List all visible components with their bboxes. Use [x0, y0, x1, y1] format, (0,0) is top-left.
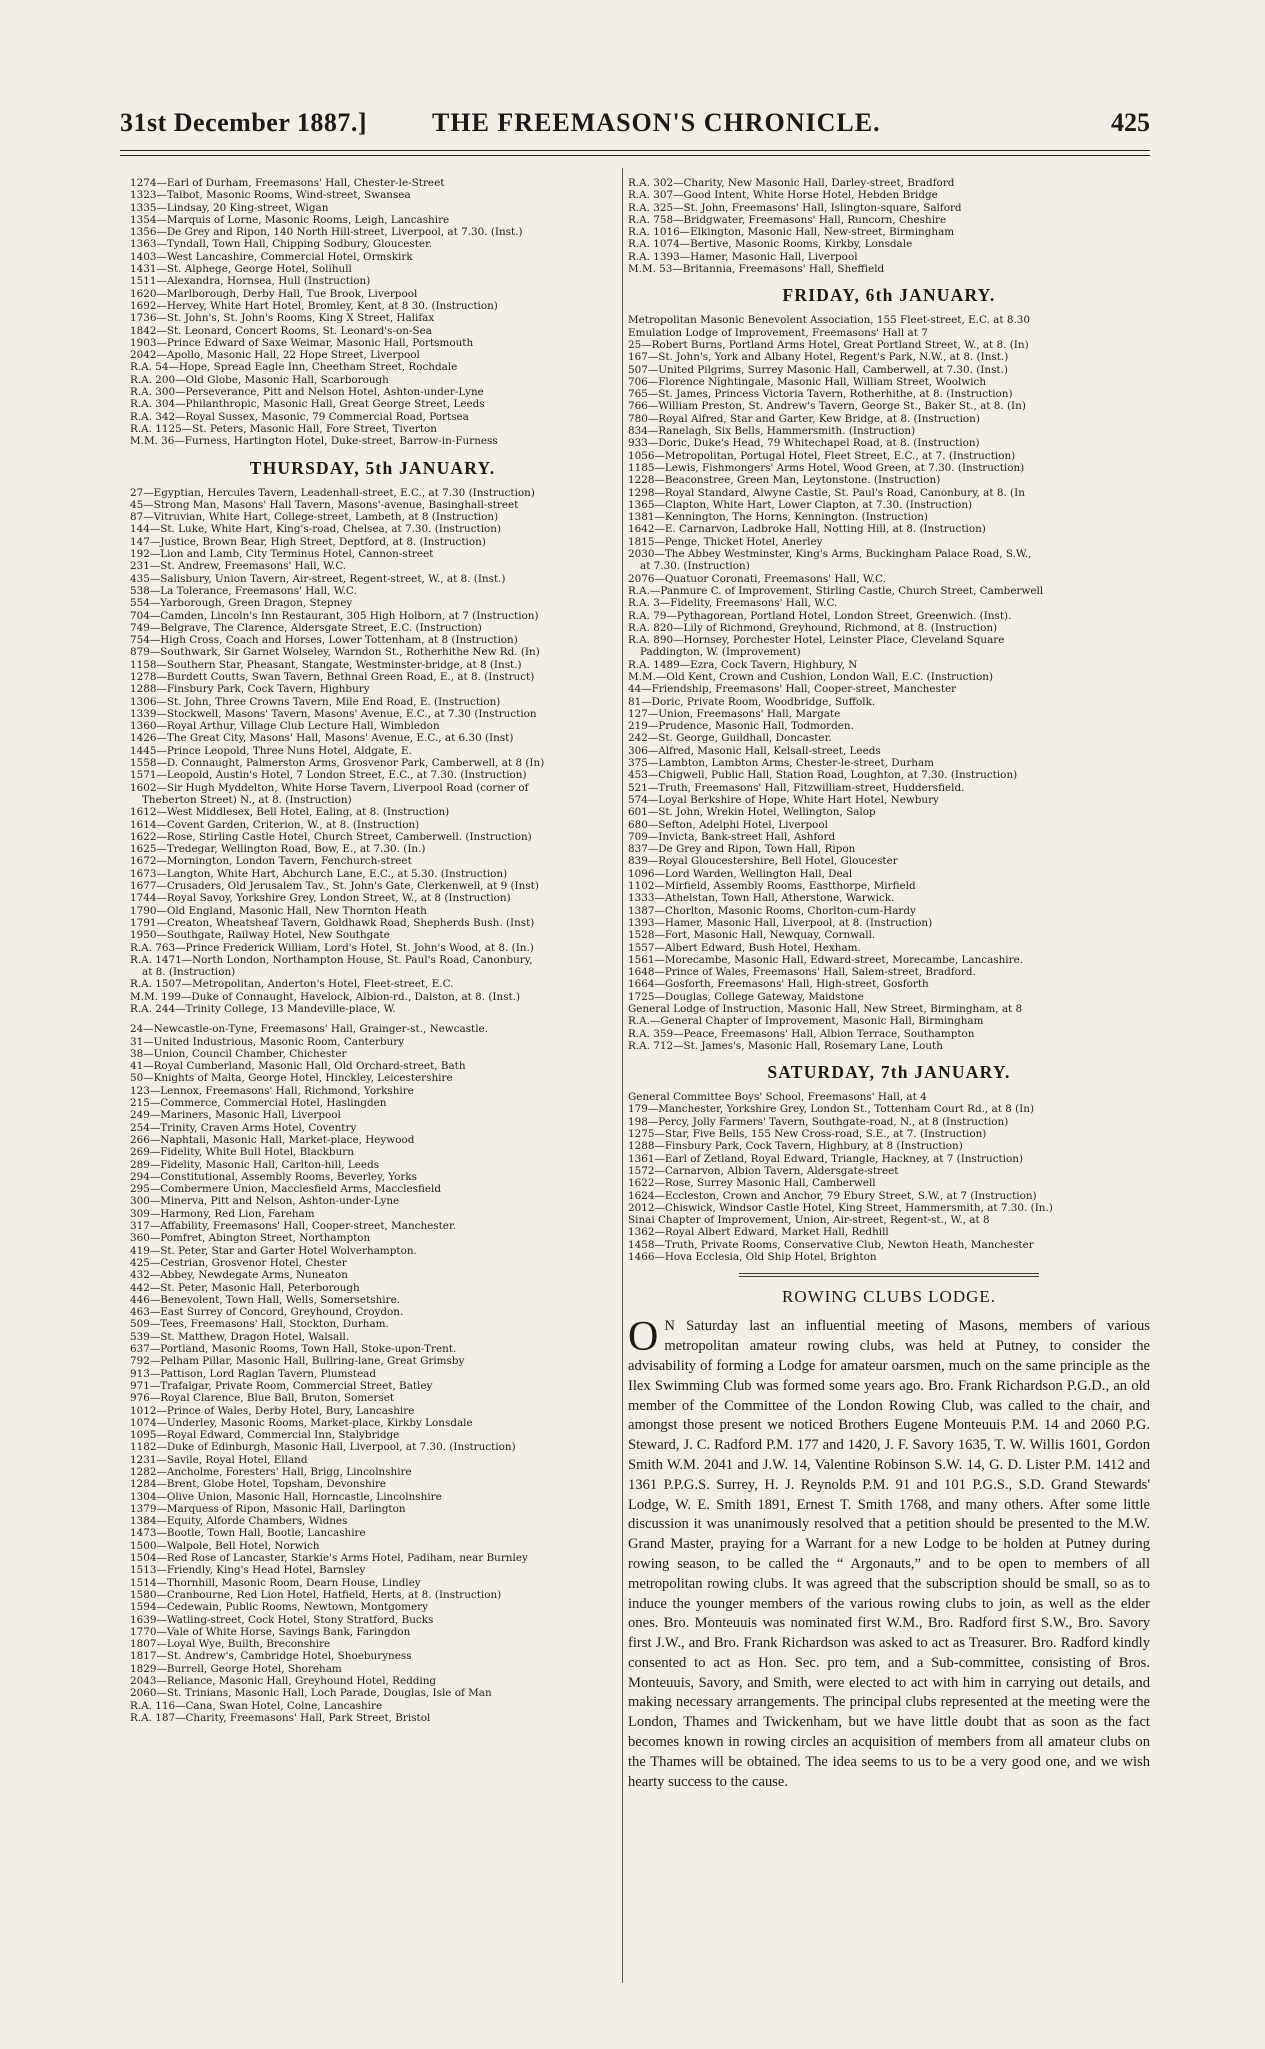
friday-heading: FRIDAY, 6th JANUARY.	[782, 285, 996, 306]
column-divider	[622, 168, 623, 1983]
lodge-entry: 1791—Creaton, Wheatsheaf Tavern, Goldhawk Road, Shepherds Bush. (Inst)	[130, 916, 535, 929]
lodge-entry: 1284—Brent, Globe Hotel, Topsham, Devonshire	[130, 1478, 387, 1491]
lodge-entry: R.A. 758—Bridgwater, Freemasons' Hall, Runcorn, Cheshire	[628, 213, 947, 226]
lodge-entry: 1829—Burrell, George Hotel, Shoreham	[130, 1662, 342, 1675]
article-body	[628, 1314, 1150, 1792]
lodge-entry: 45—Strong Man, Masons' Hall Tavern, Masons'-avenue, Basinghall-street	[130, 498, 519, 511]
lodge-entry: 834—Ranelagh, Six Bells, Hammersmith. (Instruction)	[628, 425, 916, 438]
lodge-entry: 1012—Prince of Wales, Derby Hotel, Bury, Lancashire	[130, 1404, 415, 1417]
lodge-entry: 1612—West Middlesex, Bell Hotel, Ealing, at 8. (Instruction)	[130, 806, 450, 819]
lodge-entry: 1614—Covent Garden, Criterion, W., at 8. (Instruction)	[130, 818, 420, 831]
right-column	[628, 177, 1150, 1987]
lodge-entry: R.A. 325—St. John, Freemasons' Hall, Islington-square, Salford	[628, 201, 962, 214]
lodge-entry: 1725—Douglas, College Gateway, Maidstone	[628, 990, 864, 1003]
lodge-entry: 1096—Lord Warden, Wellington Hall, Deal	[628, 867, 853, 880]
lodge-entry: R.A. 763—Prince Frederick William, Lord's Hotel, St. John's Wood, at 8. (In.)	[130, 941, 534, 954]
lodge-entry: General Committee Boys' School, Freemasons' Hall, at 4	[628, 1091, 927, 1104]
lodge-entry: 754—High Cross, Coach and Horses, Lower Tottenham, at 8 (Instruction)	[130, 634, 518, 647]
lodge-entry: R.A. 342—Royal Sussex, Masonic, 79 Commercial Road, Portsea	[130, 410, 469, 423]
lodge-entry: 289—Fidelity, Masonic Hall, Carlton-hill, Leeds	[130, 1158, 380, 1171]
lodge-list-thursday	[130, 487, 615, 1725]
lodge-entry: 1288—Finsbury Park, Cock Tavern, Highbury	[130, 683, 370, 696]
lodge-entry: M.M. 53—Britannia, Freemasons' Hall, Sheffield	[628, 263, 885, 276]
lodge-entry: R.A. 244—Trinity College, 13 Mandeville-place, W.	[130, 1003, 396, 1015]
lodge-entry: Paddington, W. (Improvement)	[640, 646, 801, 659]
lodge-entry: 1673—Langton, White Hart, Abchurch Lane, E.C., at 5.30. (Instruction)	[130, 867, 508, 880]
lodge-entry: 1361—Earl of Zetland, Royal Edward, Triangle, Hackney, at 7 (Instruction)	[628, 1152, 1024, 1165]
lodge-entry: M.M. 199—Duke of Connaught, Havelock, Albion-rd., Dalston, at 8. (Inst.)	[130, 990, 521, 1003]
lodge-entry: 1807—Loyal Wye, Builth, Breconshire	[130, 1638, 331, 1651]
lodge-entry: 266—Naphtali, Masonic Hall, Market-place, Heywood	[130, 1133, 415, 1146]
lodge-entry: 309—Harmony, Red Lion, Fareham	[130, 1207, 315, 1220]
lodge-entry: 1511—Alexandra, Hornsea, Hull (Instruction)	[130, 275, 371, 288]
lodge-entry: R.A. 712—St. James's, Masonic Hall, Rosemary Lane, Louth	[628, 1039, 943, 1052]
lodge-entry: 1594—Cedewain, Public Rooms, Newtown, Montgomery	[130, 1601, 428, 1614]
lodge-entry: 1381—Kennington, The Horns, Kennington. (Instruction)	[628, 511, 928, 524]
lodge-entry: 971—Trafalgar, Private Room, Commercial Street, Batley	[130, 1379, 433, 1392]
lodge-entry: R.A. 1489—Ezra, Cock Tavern, Highbury, N	[628, 658, 858, 671]
lodge-entry: 1561—Morecambe, Masonic Hall, Edward-street, Morecambe, Lancashire.	[628, 953, 1024, 966]
lodge-entry: 837—De Grey and Ripon, Town Hall, Ripon	[628, 843, 856, 856]
lodge-entry: R.A. 1016—Elkington, Masonic Hall, New-street, Birmingham	[628, 226, 955, 239]
lodge-entry: 25—Robert Burns, Portland Arms Hotel, Great Portland Street, W., at 8. (In)	[628, 338, 1029, 351]
lodge-entry: 1426—The Great City, Masons' Hall, Masons' Avenue, E.C., at 6.30 (Inst)	[130, 732, 514, 745]
header-rule-thin	[120, 155, 1150, 156]
lodge-entry: 1282—Ancholme, Foresters' Hall, Brigg, Lincolnshire	[130, 1465, 412, 1478]
lodge-entry: R.A. 116—Cana, Swan Hotel, Colne, Lancashire	[130, 1699, 383, 1712]
lodge-entry: 680—Sefton, Adelphi Hotel, Liverpool	[628, 818, 828, 831]
article-text: N Saturday last an influential meeting of Masons, members of various metropolitan amateur rowing clubs, was held at Putney, to consider the advisability of forming a Lodge for amateur oarsmen, much on the same principle as the Ilex Swimming Club was formed some years ago. Bro. Frank Richardson P.G.D., an old member of the Committee of the London Rowing Club, was called to the chair, and amongst those present we noticed Brothers Eugene Monteuuis P.M. 14 and 2060 P.G. Steward, J. C. Radford P.M. 177 and 1420, J. F. Savory 1635, T. W. Willis 1601, Gordon Smith W.M. 2041 and J.W. 14, Valentine Robinson S.W. 14, G. D. Lister P.M. 1412 and 1361 P.P.G.S. Surrey, H. J. Reynolds P.M. 91 and 101 P.G.S., S.D. Grand Stewards' Lodge, W. E. Smith 1891, Ernest T. Smith 1768, and many others. After some little discussion it was unanimously resolved that a petition should be presented to the M.W. Grand Master, praying for a Warrant for a new Lodge to be holden at Putney during rowing season, to be called the “ Argonauts,” and to be open to members of all metropolitan rowing clubs. It was agreed that the subscription should be small, so as to induce the younger members of the various rowing clubs to join, as well as the elder ones. Bro. Monteuuis was nominated first W.M., Bro. Radford first S.W., Bro. Savory first J.W., and Bro. Frank Richardson was asked to act as Treasurer. Bro. Radford kindly consented to act as Hon. Sec. pro tem, and a Sub-committee, consisting of Bros. Monteuuis, Savory, and Smith, were elected to act with him in carrying out details, and making necessary arrangements. The principal clubs represented at the meeting were the London, Thames and Twickenham, but we have little doubt that as soon as the fact becomes known in rowing circles an acquisition of members from all amateur clubs on the Thames will be obtained. The idea seems to us to be a very good one, and we wish hearty success to the cause.	[628, 1318, 1150, 1790]
lodge-entry: 147—Justice, Brown Bear, High Street, Deptford, at 8. (Instruction)	[130, 535, 486, 548]
publication-title: THE FREEMASON'S CHRONICLE.	[432, 108, 881, 137]
lodge-entry: 1557—Albert Edward, Bush Hotel, Hexham.	[628, 941, 861, 954]
section-rule	[739, 1273, 1039, 1277]
lodge-entry: 215—Commerce, Commercial Hotel, Haslingden	[130, 1097, 387, 1110]
page-number: 425	[1111, 108, 1150, 137]
lodge-entry: 1672—Mornington, London Tavern, Fenchurch-street	[130, 855, 412, 868]
lodge-entry: 1304—Olive Union, Masonic Hall, Horncastle, Lincolnshire	[130, 1490, 442, 1503]
lodge-entry: 1458—Truth, Private Rooms, Conservative Club, Newton Heath, Manchester	[628, 1238, 1034, 1251]
lodge-entry: 123—Lennox, Freemasons' Hall, Richmond, Yorkshire	[130, 1084, 414, 1097]
lodge-entry: 1642—E. Carnarvon, Ladbroke Hall, Notting Hill, at 8. (Instruction)	[628, 523, 986, 536]
lodge-entry: 198—Percy, Jolly Farmers' Tavern, Southgate-road, N., at 8 (Instruction)	[628, 1115, 1009, 1128]
lodge-entry: 1306—St. John, Three Crowns Tavern, Mile End Road, E. (Instruction)	[130, 695, 501, 708]
lodge-entry: 1622—Rose, Surrey Masonic Hall, Camberwell	[628, 1177, 876, 1190]
lodge-entry: 2076—Quatuor Coronati, Freemasons' Hall, W.C.	[628, 572, 886, 585]
lodge-entry: 601—St. John, Wrekin Hotel, Wellington, Salop	[628, 806, 876, 819]
lodge-entry: 507—United Pilgrims, Surrey Masonic Hall, Camberwell, at 7.30. (Inst.)	[628, 363, 1008, 376]
lodge-entry: 1231—Savile, Royal Hotel, Elland	[130, 1453, 308, 1466]
lodge-entry: 1275—Star, Five Bells, 155 New Cross-road, S.E., at 7. (Instruction)	[628, 1128, 987, 1141]
lodge-entry: 463—East Surrey of Concord, Greyhound, Croydon.	[130, 1306, 404, 1319]
lodge-entry: 1228—Beaconstree, Green Man, Leytonstone. (Instruction)	[628, 474, 941, 487]
lodge-entry: R.A. 1507—Metropolitan, Anderton's Hotel, Fleet-street, E.C.	[130, 978, 454, 991]
lodge-entry: 879—Southwark, Sir Garnet Wolseley, Warndon St., Rotherhithe New Rd. (In)	[130, 646, 540, 659]
lodge-entry: 317—Affability, Freemasons' Hall, Cooper-street, Manchester.	[130, 1220, 457, 1233]
lodge-entry: R.A. 79—Pythagorean, Portland Hotel, London Street, Greenwich. (Inst).	[628, 609, 1012, 622]
lodge-entry: 1102—Mirfield, Assembly Rooms, Eastthorpe, Mirfield	[628, 880, 916, 893]
lodge-entry: 1182—Duke of Edinburgh, Masonic Hall, Liverpool, at 7.30. (Instruction)	[130, 1441, 516, 1454]
lodge-entry: 1298—Royal Standard, Alwyne Castle, St. Paul's Road, Canonbury, at 8. (In	[628, 486, 1025, 499]
lodge-entry: 2030—The Abbey Westminster, King's Arms, Buckingham Palace Road, S.W.,	[628, 548, 1032, 561]
lodge-entry: 1379—Marquess of Ripon, Masonic Hall, Darlington	[130, 1502, 406, 1515]
page-header	[120, 108, 1150, 144]
lodge-entry: 1360—Royal Arthur, Village Club Lecture Hall, Wimbledon	[130, 720, 440, 733]
lodge-entry: 425—Cestrian, Grosvenor Hotel, Chester	[130, 1256, 347, 1269]
lodge-entry: 1513—Friendly, King's Head Hotel, Barnsley	[130, 1564, 366, 1577]
lodge-entry: 1790—Old England, Masonic Hall, New Thornton Heath	[130, 904, 427, 917]
lodge-entry: 539—St. Matthew, Dragon Hotel, Walsall.	[130, 1330, 350, 1343]
lodge-entry: 749—Belgrave, The Clarence, Aldersgate Street, E.C. (Instruction)	[130, 621, 482, 634]
lodge-entry: 1648—Prince of Wales, Freemasons' Hall, Salem-street, Bradford.	[628, 966, 976, 979]
lodge-entry: 31—United Industrious, Masonic Room, Canterbury	[130, 1035, 405, 1048]
lodge-entry: 24—Newcastle-on-Tyne, Freemasons' Hall, Grainger-st., Newcastle.	[130, 1023, 488, 1036]
lodge-entry: 704—Camden, Lincoln's Inn Restaurant, 305 High Holborn, at 7 (Instruction)	[130, 609, 539, 622]
lodge-entry: R.A. 200—Old Globe, Masonic Hall, Scarborough	[130, 373, 389, 386]
lodge-entry: 1333—Athelstan, Town Hall, Atherstone, Warwick.	[628, 892, 895, 905]
lodge-entry: 780—Royal Alfred, Star and Garter, Kew Bridge, at 8. (Instruction)	[628, 412, 980, 425]
lodge-entry: 1625—Tredegar, Wellington Road, Bow, E., at 7.30. (In.)	[130, 843, 426, 856]
lodge-entry: R.A. 1074—Bertive, Masonic Rooms, Kirkby, Lonsdale	[628, 238, 913, 251]
lodge-entry: General Lodge of Instruction, Masonic Hall, New Street, Birmingham, at 8	[628, 1003, 1023, 1015]
lodge-entry: 1580—Cranbourne, Red Lion Hotel, Hatfield, Herts, at 8. (Instruction)	[130, 1588, 502, 1601]
lodge-entry: 1514—Thornhill, Masonic Room, Dearn House, Lindley	[130, 1576, 421, 1589]
lodge-entry: 2042—Apollo, Masonic Hall, 22 Hope Street, Liverpool	[130, 349, 420, 362]
lodge-entry: 300—Minerva, Pitt and Nelson, Ashton-under-Lyne	[130, 1195, 400, 1208]
lodge-entry: M.M. 36—Furness, Hartington Hotel, Duke-street, Barrow-in-Furness	[130, 435, 498, 448]
lodge-entry: R.A. 307—Good Intent, White Horse Hotel, Hebden Bridge	[628, 189, 938, 202]
lodge-entry: 192—Lion and Lamb, City Terminus Hotel, Cannon-street	[130, 548, 434, 561]
lodge-entry: 375—Lambton, Lambton Arms, Chester-le-street, Durham	[628, 757, 935, 770]
lodge-entry: R.A. 1393—Hamer, Masonic Hall, Liverpool	[628, 250, 858, 263]
lodge-entry: 1339—Stockwell, Masons' Tavern, Masons' Avenue, E.C., at 7.30 (Instruction	[130, 707, 537, 720]
lodge-entry: 1504—Red Rose of Lancaster, Starkie's Arms Hotel, Padiham, near Burnley	[130, 1552, 528, 1565]
lodge-entry: 1362—Royal Albert Edward, Market Hall, Redhill	[628, 1226, 889, 1239]
lodge-entry: 1572—Carnarvon, Albion Tavern, Aldersgate-street	[628, 1164, 899, 1177]
lodge-entry: 1624—Eccleston, Crown and Anchor, 79 Ebury Street, S.W., at 7 (Instruction)	[628, 1189, 1037, 1202]
lodge-entry: Metropolitan Masonic Benevolent Association, 155 Fleet-street, E.C. at 8.30	[628, 314, 1030, 327]
lodge-entry: 976—Royal Clarence, Blue Ball, Bruton, Somerset	[130, 1392, 395, 1405]
lodge-entry: 81—Doric, Private Room, Woodbridge, Suffolk.	[628, 695, 876, 708]
lodge-entry: R.A. 1125—St. Peters, Masonic Hall, Fore Street, Tiverton	[130, 422, 437, 435]
list-gap	[130, 1015, 615, 1023]
lodge-entry: 2043—Reliance, Masonic Hall, Greyhound Hotel, Redding	[130, 1675, 437, 1688]
lodge-entry: 1095—Royal Edward, Commercial Inn, Stalybridge	[130, 1429, 400, 1442]
lodge-entry: R.A. 304—Philanthropic, Masonic Hall, Great George Street, Leeds	[130, 398, 485, 411]
lodge-entry: 709—Invicta, Bank-street Hall, Ashford	[628, 830, 836, 843]
lodge-entry: 249—Mariners, Masonic Hall, Liverpool	[130, 1109, 341, 1122]
lodge-entry: 1056—Metropolitan, Portugal Hotel, Fleet Street, E.C., at 7. (Instruction)	[628, 449, 1016, 462]
lodge-entry: R.A. 820—Lily of Richmond, Greyhound, Richmond, at 8. (Instruction)	[628, 621, 998, 634]
lodge-entry: R.A. 54—Hope, Spread Eagle Inn, Cheetham Street, Rochdale	[130, 361, 458, 374]
lodge-entry: R.A. 1471—North London, Northampton House, St. Paul's Road, Canonbury,	[130, 953, 533, 966]
left-column	[130, 177, 615, 1987]
article-heading: ROWING CLUBS LODGE.	[781, 1287, 997, 1307]
lodge-entry: 179—Manchester, Yorkshire Grey, London St., Tottenham Court Rd., at 8 (In)	[628, 1103, 1035, 1116]
lodge-entry: 1571—Leopold, Austin's Hotel, 7 London Street, E.C., at 7.30. (Instruction)	[130, 769, 527, 782]
lodge-entry: R.A. 302—Charity, New Masonic Hall, Darley-street, Bradford	[628, 177, 955, 189]
lodge-entry: 1744—Royal Savoy, Yorkshire Grey, London Street, W., at 8 (Instruction)	[130, 892, 511, 905]
lodge-entry: 574—Loyal Berkshire of Hope, White Hart Hotel, Newbury	[628, 793, 939, 806]
lodge-entry: 1354—Marquis of Lorne, Masonic Rooms, Leigh, Lancashire	[130, 213, 450, 226]
lodge-entry: 1815—Penge, Thicket Hotel, Anerley	[628, 535, 823, 548]
lodge-entry: 219—Prudence, Masonic Hall, Todmorden.	[628, 720, 854, 733]
lodge-entry: 1393—Hamer, Masonic Hall, Liverpool, at 8. (Instruction)	[628, 916, 933, 929]
lodge-entry: at 7.30. (Instruction)	[640, 560, 750, 573]
thursday-heading: THURSDAY, 5th JANUARY.	[249, 457, 496, 478]
lodge-entry: 294—Constitutional, Assembly Rooms, Beverley, Yorks	[130, 1170, 417, 1183]
lodge-entry: 1950—Southgate, Railway Hotel, New Southgate	[130, 929, 390, 942]
lodge-entry: 254—Trinity, Craven Arms Hotel, Coventry	[130, 1121, 357, 1134]
lodge-entry: 1403—West Lancashire, Commercial Hotel, Ormskirk	[130, 250, 413, 263]
lodge-entry: 1363—Tyndall, Town Hall, Chipping Sodbury, Gloucester.	[130, 238, 433, 251]
lodge-entry: 1445—Prince Leopold, Three Nuns Hotel, Aldgate, E.	[130, 744, 412, 757]
lodge-entry: 269—Fidelity, White Bull Hotel, Blackburn	[130, 1146, 354, 1159]
lodge-list-wednesday-continued	[130, 177, 615, 448]
lodge-entry: 1817—St. Andrew's, Cambridge Hotel, Shoeburyness	[130, 1650, 412, 1663]
lodge-entry: 521—Truth, Freemasons' Hall, Fitzwilliam-street, Huddersfield.	[628, 781, 965, 794]
lodge-entry: 1288—Finsbury Park, Cock Tavern, Highbury, at 8 (Instruction)	[628, 1140, 963, 1153]
lodge-entry: 38—Union, Council Chamber, Chichester	[130, 1047, 347, 1060]
lodge-entry: 1558—D. Connaught, Palmerston Arms, Grosvenor Park, Camberwell, at 8 (In)	[130, 757, 545, 770]
lodge-entry: 360—Pomfret, Abington Street, Northampton	[130, 1232, 371, 1245]
lodge-entry: R.A.—Panmure C. of Improvement, Stirling Castle, Church Street, Camberwell	[628, 584, 1044, 597]
lodge-entry: 453—Chigwell, Public Hall, Station Road, Loughton, at 7.30. (Instruction)	[628, 769, 1018, 782]
lodge-entry: 306—Alfred, Masonic Hall, Kelsall-street, Leeds	[628, 744, 881, 757]
lodge-entry: 933—Doric, Duke's Head, 79 Whitechapel Road, at 8. (Instruction)	[628, 437, 980, 450]
lodge-entry: 231—St. Andrew, Freemasons' Hall, W.C.	[130, 560, 347, 573]
lodge-entry: 87—Vitruvian, White Hart, College-street, Lambeth, at 8 (Instruction)	[130, 511, 499, 524]
lodge-list-saturday	[628, 1091, 1150, 1263]
lodge-entry: 1664—Gosforth, Freemasons' Hall, High-street, Gosforth	[628, 978, 929, 991]
lodge-entry: 1528—Fort, Masonic Hall, Newquay, Cornwall.	[628, 929, 876, 942]
lodge-entry: R.A.—General Chapter of Improvement, Masonic Hall, Birmingham	[628, 1015, 984, 1028]
lodge-entry: 509—Tees, Freemasons' Hall, Stockton, Durham.	[130, 1318, 389, 1331]
lodge-list-friday	[628, 314, 1150, 1052]
issue-date: 31st December 1887.]	[120, 108, 368, 137]
lodge-entry: 50—Knights of Malta, George Hotel, Hinckley, Leicestershire	[130, 1072, 453, 1085]
lodge-entry: R.A. 359—Peace, Freemasons' Hall, Albion Terrace, Southampton	[628, 1027, 975, 1040]
lodge-entry: 1323—Talbot, Masonic Rooms, Wind-street, Swansea	[130, 189, 411, 202]
lodge-entry: 1622—Rose, Stirling Castle Hotel, Church Street, Camberwell. (Instruction)	[130, 830, 532, 843]
lodge-entry: 637—Portland, Masonic Rooms, Town Hall, Stoke-upon-Trent.	[130, 1343, 457, 1356]
lodge-entry: 435—Salisbury, Union Tavern, Air-street, Regent-street, W., at 8. (Inst.)	[130, 572, 506, 585]
lodge-entry: 2060—St. Trinians, Masonic Hall, Loch Parade, Douglas, Isle of Man	[130, 1687, 492, 1700]
lodge-entry: 538—La Tolerance, Freemasons' Hall, W.C.	[130, 584, 357, 597]
lodge-entry: 1365—Clapton, White Hart, Lower Clapton, at 7.30. (Instruction)	[628, 498, 973, 511]
lodge-entry: 1842—St. Leonard, Concert Rooms, St. Leonard's-on-Sea	[130, 324, 432, 337]
lodge-entry: 1274—Earl of Durham, Freemasons' Hall, Chester-le-Street	[130, 177, 445, 189]
lodge-entry: 765—St. James, Princess Victoria Tavern, Rotherhithe, at 8. (Instruction)	[628, 388, 1013, 401]
lodge-entry: 446—Benevolent, Town Hall, Wells, Somersetshire.	[130, 1293, 401, 1306]
lodge-entry: 706—Florence Nightingale, Masonic Hall, William Street, Woolwich	[628, 375, 987, 388]
lodge-entry: Theberton Street) N., at 8. (Instruction)	[142, 793, 352, 806]
lodge-entry: 1356—De Grey and Ripon, 140 North Hill-street, Liverpool, at 7.30. (Inst.)	[130, 226, 523, 239]
lodge-entry: 442—St. Peter, Masonic Hall, Peterborough	[130, 1281, 360, 1294]
lodge-entry: 1074—Underley, Masonic Rooms, Market-place, Kirkby Lonsdale	[130, 1416, 473, 1429]
lodge-entry: 1335—Lindsay, 20 King-street, Wigan	[130, 201, 329, 214]
lodge-entry: 913—Pattison, Lord Raglan Tavern, Plumstead	[130, 1367, 376, 1380]
lodge-entry: 1384—Equity, Alforde Chambers, Widnes	[130, 1515, 348, 1528]
lodge-entry: 1620—Marlborough, Derby Hall, Tue Brook, Liverpool	[130, 287, 418, 300]
lodge-entry: 295—Combermere Union, Macclesfield Arms, Macclesfield	[130, 1183, 442, 1196]
lodge-entry: 2012—Chiswick, Windsor Castle Hotel, King Street, Hammersmith, at 7.30. (In.)	[628, 1201, 1053, 1214]
article-dropcap: O	[628, 1314, 659, 1361]
lodge-entry: 792—Pelham Pillar, Masonic Hall, Bullring-lane, Great Grimsby	[130, 1355, 465, 1368]
lodge-entry: 839—Royal Gloucestershire, Bell Hotel, Gloucester	[628, 855, 898, 868]
lodge-entry: 242—St. George, Guildhall, Doncaster.	[628, 732, 832, 745]
lodge-entry: 167—St. John's, York and Albany Hotel, Regent's Park, N.W., at 8. (Inst.)	[628, 351, 1009, 364]
lodge-entry: 432—Abbey, Newdegate Arms, Nuneaton	[130, 1269, 348, 1282]
lodge-entry: 1185—Lewis, Fishmongers' Arms Hotel, Wood Green, at 7.30. (Instruction)	[628, 461, 1025, 474]
lodge-entry: R.A. 3—Fidelity, Freemasons' Hall, W.C.	[628, 597, 838, 610]
lodge-entry: 1677—Crusaders, Old Jerusalem Tav., St. John's Gate, Clerkenwell, at 9 (Inst)	[130, 880, 539, 893]
lodge-entry: 1639—Watling-street, Cock Hotel, Stony Stratford, Bucks	[130, 1613, 434, 1626]
lodge-entry: at 8. (Instruction)	[142, 966, 236, 979]
lodge-entry: 554—Yarborough, Green Dragon, Stepney	[130, 597, 353, 610]
lodge-entry: 127—Union, Freemasons' Hall, Margate	[628, 707, 841, 720]
lodge-entry: 1431—St. Alphege, George Hotel, Solihull	[130, 263, 352, 276]
lodge-entry: 1500—Walpole, Bell Hotel, Norwich	[130, 1539, 320, 1552]
lodge-entry: 144—St. Luke, White Hart, King's-road, Chelsea, at 7.30. (Instruction)	[130, 523, 502, 536]
lodge-entry: Sinai Chapter of Improvement, Union, Air-street, Regent-st., W., at 8	[628, 1214, 990, 1227]
lodge-list-thursday-continued	[628, 177, 1150, 275]
lodge-entry: R.A. 300—Perseverance, Pitt and Nelson Hotel, Ashton-under-Lyne	[130, 386, 484, 399]
lodge-entry: 41—Royal Cumberland, Masonic Hall, Old Orchard-street, Bath	[130, 1060, 466, 1073]
lodge-entry: R.A. 187—Charity, Freemasons' Hall, Park Street, Bristol	[130, 1711, 431, 1724]
lodge-entry: 1903—Prince Edward of Saxe Weimar, Masonic Hall, Portsmouth	[130, 336, 474, 349]
lodge-entry: 1692—Hervey, White Hart Hotel, Bromley, Kent, at 8 30. (Instruction)	[130, 299, 498, 312]
lodge-entry: 1158—Southern Star, Pheasant, Stangate, Westminster-bridge, at 8 (Inst.)	[130, 658, 522, 671]
lodge-entry: 1770—Vale of White Horse, Savings Bank, Faringdon	[130, 1625, 411, 1638]
lodge-entry: Emulation Lodge of Improvement, Freemasons' Hall at 7	[628, 326, 928, 339]
lodge-entry: 1387—Chorlton, Masonic Rooms, Chorlton-cum-Hardy	[628, 904, 916, 917]
lodge-entry: 1466—Hova Ecclesia, Old Ship Hotel, Brighton	[628, 1251, 877, 1264]
lodge-entry: 1473—Bootle, Town Hall, Bootle, Lancashire	[130, 1527, 366, 1540]
lodge-entry: R.A. 890—Hornsey, Porchester Hotel, Leinster Place, Cleveland Square	[628, 634, 1005, 647]
lodge-entry: 1278—Burdett Coutts, Swan Tavern, Bethnal Green Road, E., at 8. (Instruct)	[130, 670, 535, 683]
lodge-entry: 1736—St. John's, St. John's Rooms, King X Street, Halifax	[130, 312, 435, 325]
lodge-entry: 27—Egyptian, Hercules Tavern, Leadenhall-street, E.C., at 7.30 (Instruction)	[130, 486, 535, 499]
lodge-entry: 1602—Sir Hugh Myddelton, White Horse Tavern, Liverpool Road (corner of	[130, 781, 529, 794]
lodge-entry: 44—Friendship, Freemasons' Hall, Cooper-street, Manchester	[628, 683, 957, 696]
lodge-entry: M.M.—Old Kent, Crown and Cushion, London Wall, E.C. (Instruction)	[628, 670, 994, 683]
header-rule	[120, 150, 1150, 151]
saturday-heading: SATURDAY, 7th JANUARY.	[767, 1062, 1011, 1083]
lodge-entry: 766—William Preston, St. Andrew's Tavern, George St., Baker St., at 8. (In)	[628, 400, 1026, 413]
lodge-entry: 419—St. Peter, Star and Garter Hotel Wolverhampton.	[130, 1244, 417, 1257]
